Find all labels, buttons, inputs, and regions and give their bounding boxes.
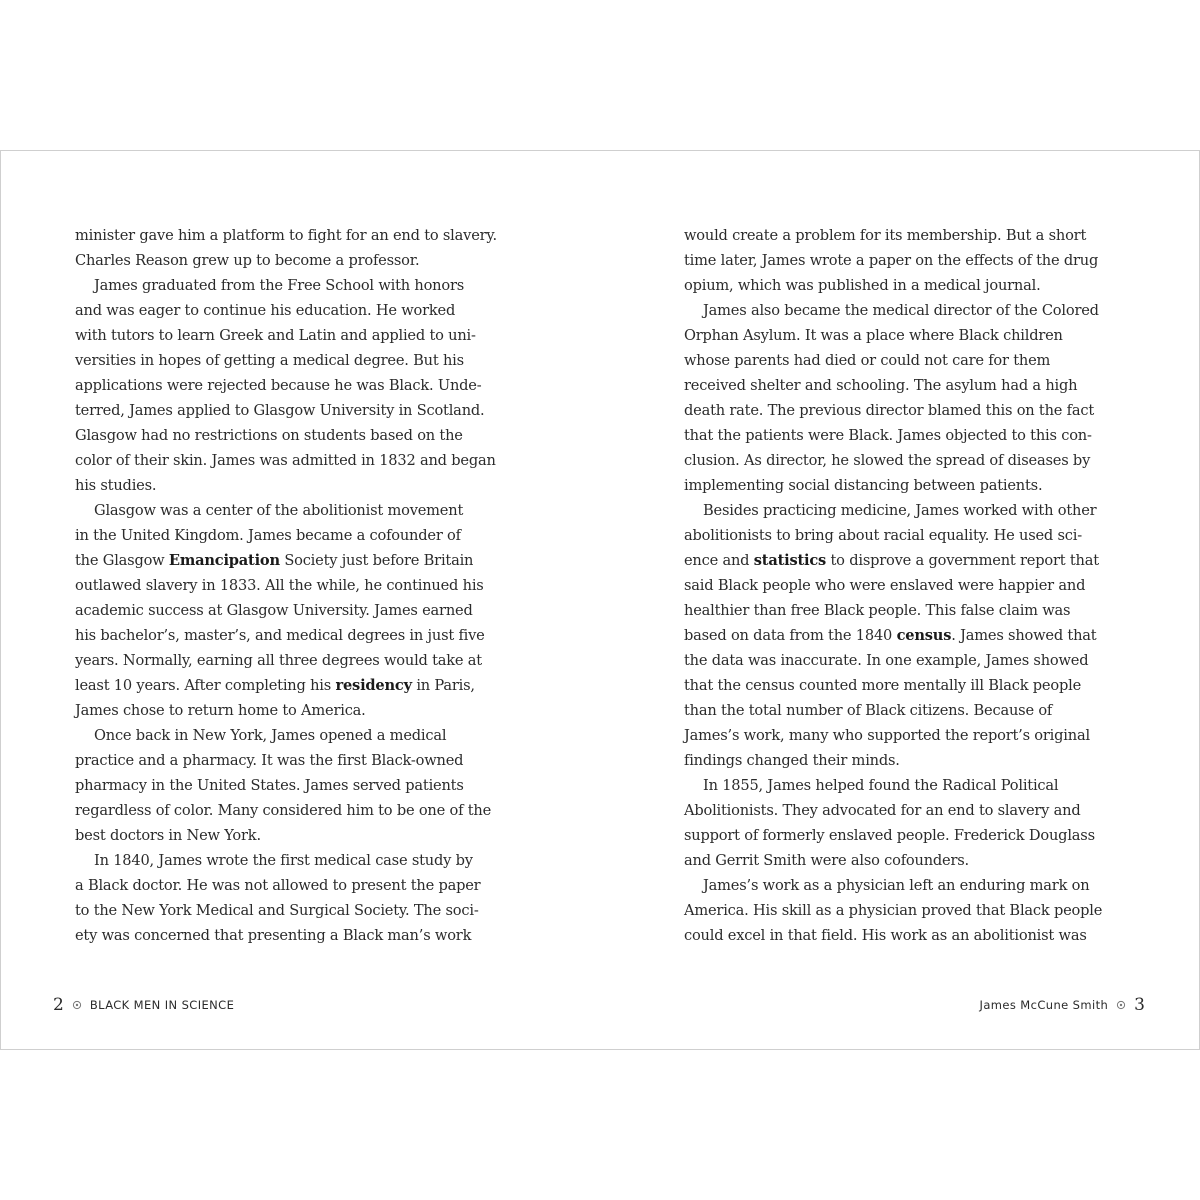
paragraph xyxy=(75,848,520,948)
paragraph xyxy=(75,498,520,723)
page-number: 2 xyxy=(53,995,64,1015)
glossary-term: residency xyxy=(335,677,412,694)
paragraph-text: In 1855, James helped found the Radical Political Abolitionists. They advocated for an end to slavery and support of formerly enslaved people. Frederick Douglass and Gerrit Smith were also cofounders. xyxy=(684,777,1095,869)
paragraph xyxy=(684,498,1129,773)
book-spread xyxy=(0,150,1200,1050)
paragraph xyxy=(75,273,520,498)
paragraph xyxy=(684,773,1129,873)
left-page xyxy=(1,151,600,1049)
glossary-term: Emancipation xyxy=(168,552,280,569)
paragraph xyxy=(684,873,1129,948)
flower-ornament-icon xyxy=(72,1000,82,1010)
right-page xyxy=(600,151,1199,1049)
paragraph-text: James graduated from the Free School with honors and was eager to continue his education. He worked with tutors to learn Greek and Latin and applied to uni- versities in hopes of getting a medical degree. But his applications were rejected because he was Black. Unde- terred, James applied to Glasgow University in Scotland. Glasgow had no restrictions on students based on the color of their skin. James was admitted in 1832 and began his studies. xyxy=(75,277,496,494)
paragraph xyxy=(75,723,520,848)
paragraph xyxy=(75,223,520,273)
paragraph-text: would create a problem for its membership. But a short time later, James wrote a paper on the effects of the drug opium, which was published in a medical journal. xyxy=(684,227,1099,294)
paragraph-text: Once back in New York, James opened a medical practice and a pharmacy. It was the first Black-owned pharmacy in the United States. James served patients regardless of color. Many considered him to be one of the best doctors in New York. xyxy=(75,727,492,844)
paragraph-text: James’s work as a physician left an enduring mark on America. His skill as a physician proved that Black people could excel in that field. His work as an abolitionist was xyxy=(684,877,1103,944)
paragraph-text: Society just before Britain outlawed slavery in 1833. All the while, he continued his academic success at Glasgow University. James earned his bachelor’s, master’s, and medical degrees in just five years. Normally, earning all three degrees would take at least 10 years. After completing his xyxy=(75,552,485,694)
paragraph-text: Glasgow was a center of the abolitionist movement in the United Kingdom. James became a cofounder of the Glasgow xyxy=(75,502,464,569)
right-body-text xyxy=(684,223,1129,948)
paragraph-text: James also became the medical director of the Colored Orphan Asylum. It was a place where Black children whose parents had died or could not care for them received shelter and schooling. The asylum had a high death rate. The previous director blamed this on the fact that the patients were Black. James objected to this con- clusion. As director, he slowed the spread of diseases by implementing social distancing between patients. xyxy=(684,302,1099,494)
paragraph xyxy=(684,223,1129,298)
glossary-term: census xyxy=(896,627,952,644)
paragraph-text: . James showed that the data was inaccurate. In one example, James showed that the census counted more mentally ill Black people than the total number of Black citizens. Because of James’s work, many who supported the report’s original findings changed their minds. xyxy=(684,627,1097,769)
glossary-term: statistics xyxy=(753,552,827,569)
paragraph-text: minister gave him a platform to fight for an end to slavery. Charles Reason grew up to become a professor. xyxy=(75,227,497,269)
paragraph-text: In 1840, James wrote the first medical case study by a Black doctor. He was not allowed to present the paper to the New York Medical and Surgical Society. The soci- ety was concerned that presenting a Black man’s work xyxy=(75,852,481,944)
running-head-book-title: BLACK MEN IN SCIENCE xyxy=(89,998,235,1012)
page-number: 3 xyxy=(1134,995,1145,1015)
paragraph-text: in Paris, James chose to return home to America. xyxy=(75,677,475,719)
flower-ornament-icon xyxy=(1116,1000,1126,1010)
left-page-footer xyxy=(53,995,234,1015)
paragraph-text: to disprove a government report that said Black people who were enslaved were happier and healthier than free Black people. This false claim was based on data from the 1840 xyxy=(684,552,1099,644)
right-page-footer xyxy=(980,995,1145,1015)
running-head-chapter-title: James McCune Smith xyxy=(979,998,1109,1012)
paragraph xyxy=(684,298,1129,498)
paragraph-text: Besides practicing medicine, James worked with other abolitionists to bring about racial equality. He used sci- ence and xyxy=(684,502,1097,569)
left-body-text xyxy=(75,223,520,948)
